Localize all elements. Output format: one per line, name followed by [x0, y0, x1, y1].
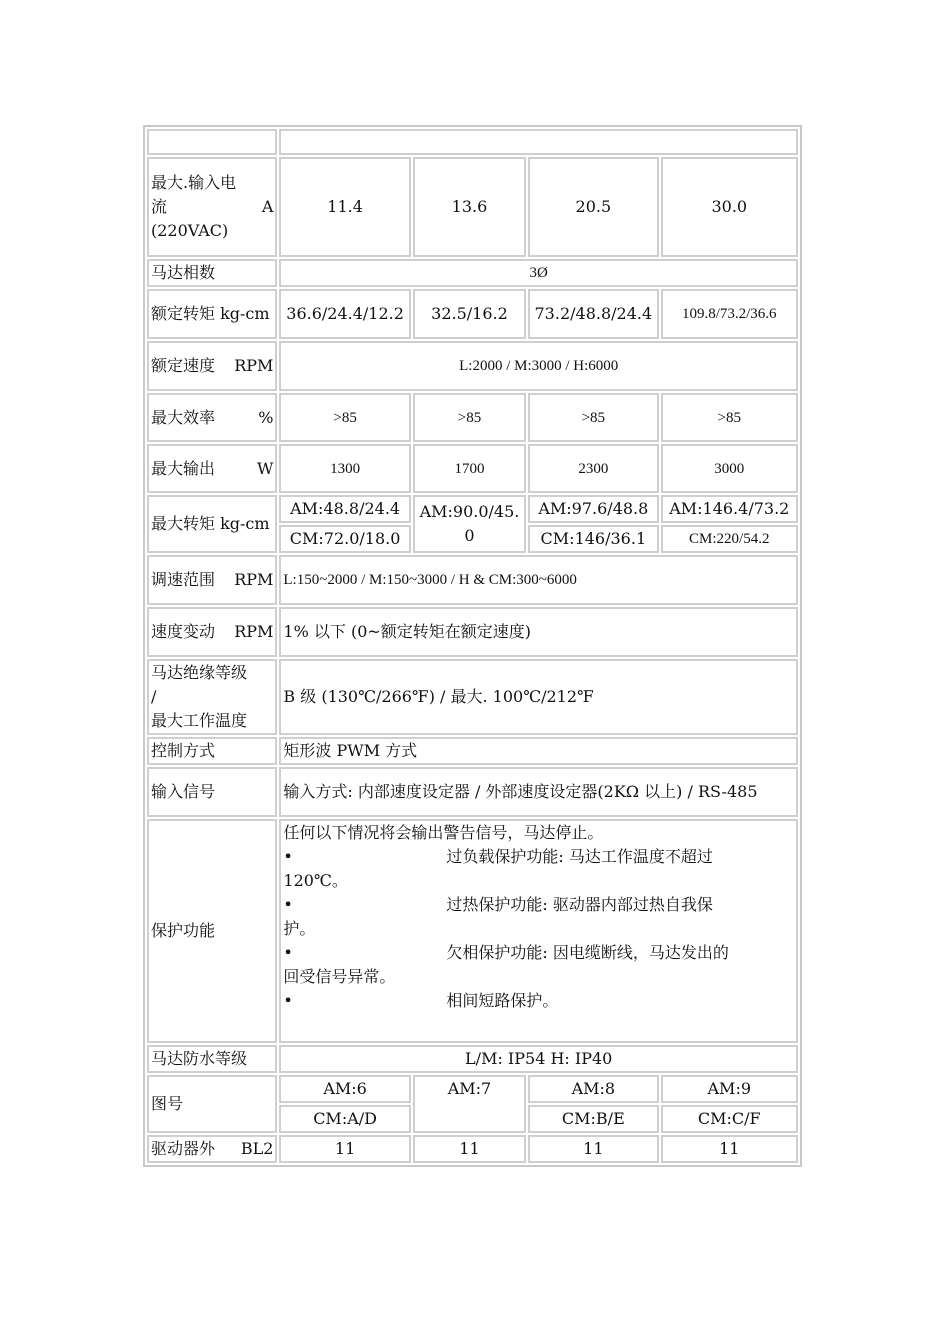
value-cell: 11: [413, 1135, 526, 1163]
label-max-input-current: 最大.输入电 流 A (220VAC): [147, 157, 277, 257]
value-cell: CM:220/54.2: [661, 525, 798, 553]
value-cell: CM:C/F: [661, 1105, 798, 1133]
value-cell: >85: [279, 393, 410, 442]
header-blank-cell: [147, 129, 277, 155]
label-control: 控制方式: [147, 737, 277, 765]
label-protection: 保护功能: [147, 819, 277, 1043]
label-motor-phase: 马达相数: [147, 259, 277, 287]
value-cell: AM:90.0/45.0: [413, 495, 526, 553]
label-max-efficiency: 最大效率 %: [147, 393, 277, 442]
value-speed-variation: 1% 以下 (0~额定转矩在额定速度): [279, 607, 798, 657]
value-cell: AM:48.8/24.4: [279, 495, 410, 523]
value-cell: 2300: [528, 444, 658, 493]
value-speed-range: L:150~2000 / M:150~3000 / H & CM:300~6000: [279, 555, 798, 605]
row-motor-phase: [147, 259, 798, 287]
value-cell: AM:97.6/48.8: [528, 495, 658, 523]
value-insulation: B 级 (130℃/266℉) / 最大. 100℃/212℉: [279, 659, 798, 735]
label-max-output: 最大输出 W: [147, 444, 277, 493]
label-max-torque: 最大转矩 kg-cm: [147, 495, 277, 553]
spec-table: [145, 127, 800, 1165]
value-rated-speed: L:2000 / M:3000 / H:6000: [279, 341, 798, 391]
value-protection: 任何以下情况将会输出警告信号，马达停止。 • 过负载保护功能: 马达工作温度不超过 120℃。 • 过热保护功能: 驱动器内部过热自我保 护。 • 欠相保护功能: 因电缆断线，马达发出的 回受信号异常。 • 相间短路保护。: [279, 819, 798, 1043]
row-max-efficiency: [147, 393, 798, 442]
protection-item: • 相间短路保护。: [283, 991, 559, 1010]
value-cell: AM:146.4/73.2: [661, 495, 798, 523]
label-input-signal: 输入信号: [147, 767, 277, 817]
value-cell: CM:146/36.1: [528, 525, 658, 553]
label-speed-variation: 速度变动 RPM: [147, 607, 277, 657]
label-speed-range: 调速范围 RPM: [147, 555, 277, 605]
row-control: [147, 737, 798, 765]
value-cell: 32.5/16.2: [413, 289, 526, 339]
value-cell: AM:7: [413, 1075, 526, 1133]
value-cell: 1300: [279, 444, 410, 493]
value-waterproof: L/M: IP54 H: IP40: [279, 1045, 798, 1073]
value-cell: 1700: [413, 444, 526, 493]
spec-sheet: [143, 125, 802, 1167]
row-speed-range: [147, 555, 798, 605]
value-cell: 20.5: [528, 157, 658, 257]
value-cell: 73.2/48.8/24.4: [528, 289, 658, 339]
value-cell: >85: [413, 393, 526, 442]
value-motor-phase: 3Ø: [279, 259, 798, 287]
value-cell: AM:9: [661, 1075, 798, 1103]
value-cell: 11: [279, 1135, 410, 1163]
label-waterproof: 马达防水等级: [147, 1045, 277, 1073]
value-control: 矩形波 PWM 方式: [279, 737, 798, 765]
value-cell: AM:6: [279, 1075, 410, 1103]
row-waterproof: [147, 1045, 798, 1073]
row-max-output: [147, 444, 798, 493]
value-cell: 36.6/24.4/12.2: [279, 289, 410, 339]
header-blank-span: [279, 129, 798, 155]
value-cell: CM:A/D: [279, 1105, 410, 1133]
label-drawing-no: 图号: [147, 1075, 277, 1133]
value-cell: 109.8/73.2/36.6: [661, 289, 798, 339]
row-insulation: [147, 659, 798, 735]
value-cell: 3000: [661, 444, 798, 493]
row-drawing-am: [147, 1075, 798, 1103]
protection-intro: 任何以下情况将会输出警告信号，马达停止。: [283, 823, 604, 842]
label-rated-speed: 额定速度 RPM: [147, 341, 277, 391]
row-max-input-current: [147, 157, 798, 257]
value-cell: >85: [661, 393, 798, 442]
protection-item: • 过负载保护功能: 马达工作温度不超过: [283, 847, 713, 866]
value-cell: 30.0: [661, 157, 798, 257]
label-driver-dims: 驱动器外 BL2: [147, 1135, 277, 1163]
row-speed-variation: [147, 607, 798, 657]
label-rated-torque: 额定转矩 kg-cm: [147, 289, 277, 339]
protection-item: • 过热保护功能: 驱动器内部过热自我保: [283, 895, 713, 914]
label-insulation: 马达绝缘等级 / 最大工作温度: [147, 659, 277, 735]
value-cell: AM:8: [528, 1075, 658, 1103]
row-input-signal: [147, 767, 798, 817]
row-driver-dims: [147, 1135, 798, 1163]
value-cell: 11.4: [279, 157, 410, 257]
value-cell: 13.6: [413, 157, 526, 257]
value-cell: 11: [528, 1135, 658, 1163]
value-cell: 11: [661, 1135, 798, 1163]
protection-item: • 欠相保护功能: 因电缆断线，马达发出的: [283, 943, 729, 962]
value-cell: CM:B/E: [528, 1105, 658, 1133]
value-cell: >85: [528, 393, 658, 442]
value-cell: CM:72.0/18.0: [279, 525, 410, 553]
row-max-torque-am: [147, 495, 798, 523]
row-rated-torque: [147, 289, 798, 339]
value-input-signal: 输入方式: 内部速度设定器 / 外部速度设定器(2KΩ 以上) / RS-485: [279, 767, 798, 817]
row-protection: [147, 819, 798, 1043]
header-row: [147, 129, 798, 155]
row-rated-speed: [147, 341, 798, 391]
